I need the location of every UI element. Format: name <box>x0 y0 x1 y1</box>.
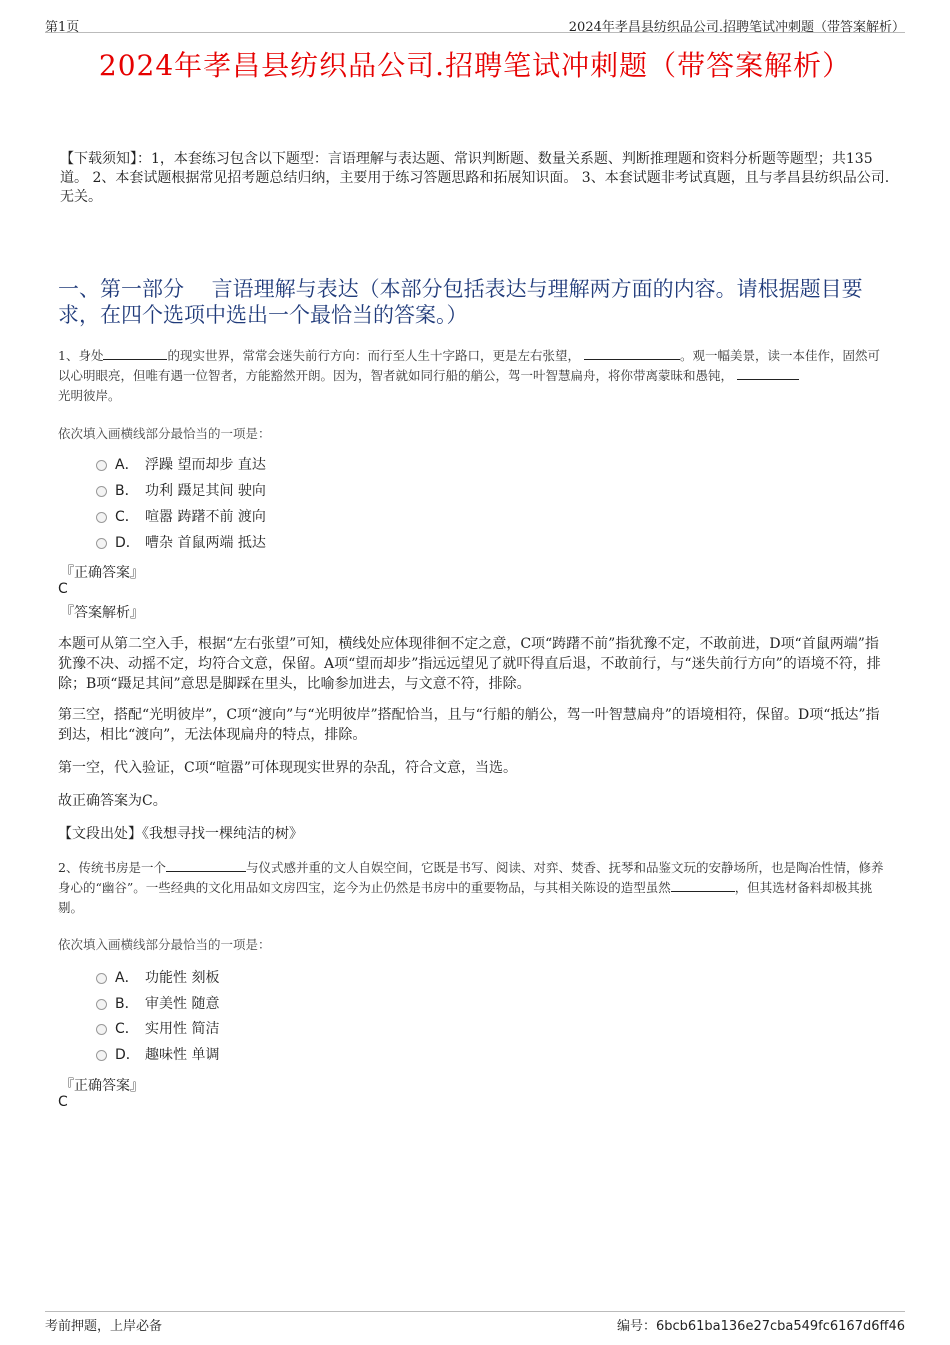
q2-answer: C <box>58 1094 68 1110</box>
answer-blank <box>671 879 735 892</box>
q2-option-d[interactable]: D． 趣味性 单调 <box>96 1045 219 1065</box>
q1-source: 【文段出处】《我想寻找一棵纯洁的树》 <box>58 826 303 842</box>
section-heading: 一、第一部分 言语理解与表达（本部分包括表达与理解两方面的内容。请根据题目要求，在四个选项中选出一个最恰当的答案。） <box>58 277 863 327</box>
question-1-text <box>58 346 892 406</box>
q2-instruction: 依次填入画横线部分最恰当的一项是： <box>58 937 271 952</box>
q2-part-3: ，但其选材备料却极其挑剔。 <box>58 880 873 915</box>
q2-answer-label: 『正确答案』 <box>60 1078 144 1094</box>
radio-icon[interactable] <box>96 999 107 1010</box>
answer-blank <box>103 347 167 360</box>
q1-analysis-label: 『答案解析』 <box>60 605 144 621</box>
answer-blank <box>166 859 246 872</box>
footer-code: 编号：6bcb61ba136e27cba549fc6167d6ff46 <box>616 1319 905 1334</box>
q1-instruction: 依次填入画横线部分最恰当的一项是： <box>58 426 271 441</box>
download-notice: 【下载须知】：1，本套练习包含以下题型：言语理解与表达题、常识判断题、数量关系题、判断推理题和资料分析题等题型；共135道。 2、本套试题根据常见招考题总结归纳，主要用于练习答题思路和拓展知识面。 3、本套试题非考试真题，且与孝昌县纺织品公司.无关。 <box>60 151 890 205</box>
page-footer <box>45 1311 905 1334</box>
radio-icon[interactable] <box>96 538 107 549</box>
q1-part-3: 。观一幅美景，读一本佳作，固然可以心明眼亮，但唯有遇一位智者，方能豁然开朗。因为，智者就如同行船的艄公，驾一叶智慧扁舟，将你带离蒙昧和愚钝， <box>58 348 880 383</box>
radio-icon[interactable] <box>96 486 107 497</box>
q1-option-b[interactable]: B． 功利 蹑足其间 驶向 <box>96 481 266 501</box>
radio-icon[interactable] <box>96 973 107 984</box>
radio-icon[interactable] <box>96 460 107 471</box>
page-number: 第1页 <box>45 20 80 35</box>
page-title: 2024年孝昌县纺织品公司.招聘笔试冲刺题（带答案解析） <box>98 49 852 82</box>
q1-answer: C <box>58 581 68 597</box>
q1-analysis-paragraph: 本题可从第二空入手，根据“左右张望”可知，横线处应体现徘徊不定之意，C项“踌躇不前”指犹豫不定，不敢前进，D项“首鼠两端”指犹豫不决、动摇不定，均符合文意，保留。A项“望而却步”指远远望见了就吓得直后退，不敢前行，与“迷失前行方向”的语境不符，排除；B项“蹑足其间”意思是脚踩在里头，比喻参加进去，与文意不符，排除。 <box>58 636 881 692</box>
radio-icon[interactable] <box>96 512 107 523</box>
radio-icon[interactable] <box>96 1024 107 1035</box>
q1-answer-label: 『正确答案』 <box>60 565 144 581</box>
q1-analysis-paragraph: 第三空，搭配“光明彼岸”，C项“渡向”与“光明彼岸”搭配恰当，且与“行船的艄公，驾一叶智慧扁舟”的语境相符，保留。D项“抵达”指到达，相比“渡向”，无法体现扁舟的特点，排除。 <box>58 707 880 743</box>
q2-option-b[interactable]: B． 审美性 随意 <box>96 994 219 1014</box>
page-header <box>45 14 905 33</box>
q1-option-d[interactable]: D． 嘈杂 首鼠两端 抵达 <box>96 533 266 553</box>
q2-part-1: 2、传统书房是一个 <box>58 860 166 875</box>
q1-part-1: 1、身处 <box>58 348 104 363</box>
q1-option-c[interactable]: C． 喧嚣 踌躇不前 渡向 <box>96 507 266 527</box>
q2-option-c[interactable]: C． 实用性 简洁 <box>96 1019 219 1039</box>
q1-part-4: 光明彼岸。 <box>58 388 121 403</box>
q2-option-a[interactable]: A． 功能性 刻板 <box>96 968 219 988</box>
answer-blank <box>584 347 680 360</box>
q1-analysis-paragraph: 第一空，代入验证，C项“喧嚣”可体现现实世界的杂乱，符合文意，当选。 <box>58 760 518 776</box>
q1-part-2: 的现实世界，常常会迷失前行方向：而行至人生十字路口，更是左右张望， <box>167 348 580 363</box>
q1-analysis-conclusion: 故正确答案为C。 <box>58 793 167 809</box>
footer-slogan: 考前押题，上岸必备 <box>45 1319 163 1334</box>
q2-part-2: 与仪式感并重的文人自娱空间，它既是书写、阅读、对弈、焚香、抚琴和品鉴文玩的安静场所，也是陶冶性情，修养身心的“幽谷”。一些经典的文化用品如文房四宝，迄今为止仍然是书房中的重要物品，与其相关陈设的造型虽然 <box>58 860 884 895</box>
question-2-text <box>58 858 892 918</box>
header-doc-title: 2024年孝昌县纺织品公司.招聘笔试冲刺题（带答案解析） <box>568 20 905 35</box>
radio-icon[interactable] <box>96 1050 107 1061</box>
answer-blank <box>737 367 799 380</box>
q1-option-a[interactable]: A． 浮躁 望而却步 直达 <box>96 455 266 475</box>
